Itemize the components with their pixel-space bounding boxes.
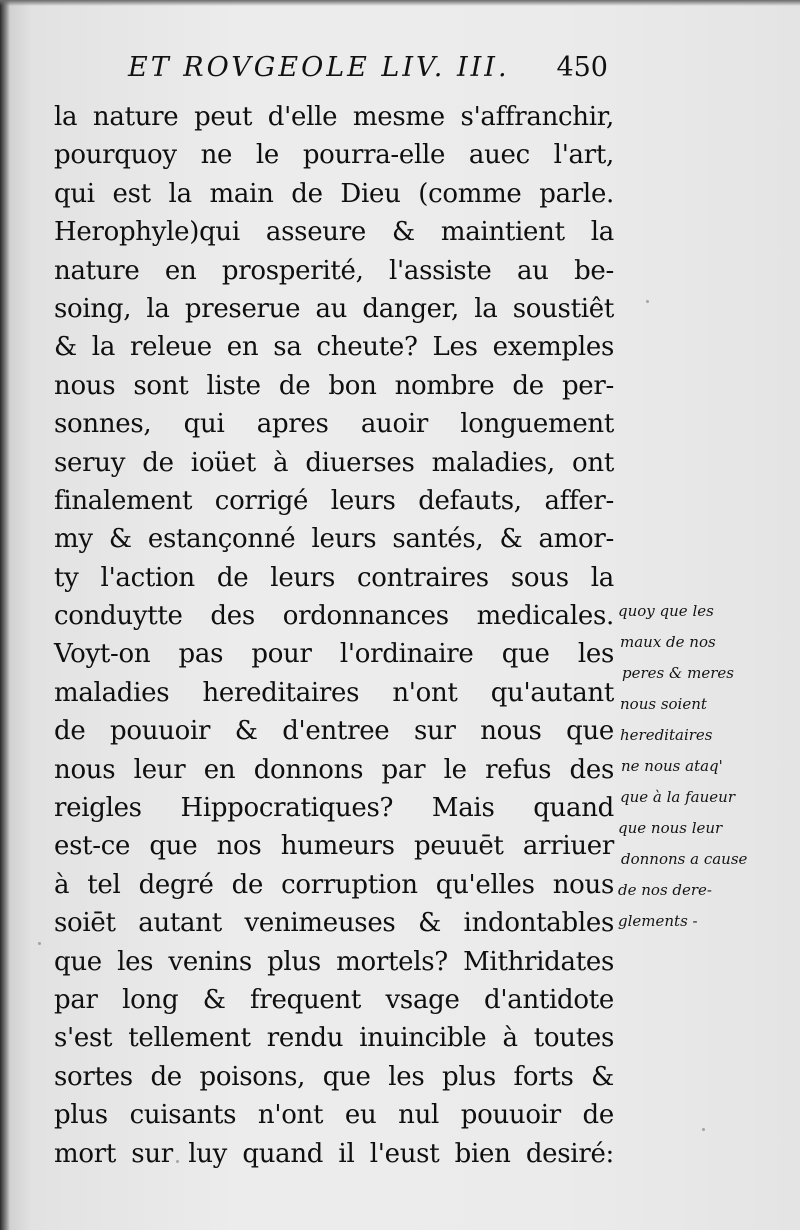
text-line: soing, la preserue au danger, la soustiêt: [54, 293, 614, 324]
margin-note-line: quoy que les: [618, 602, 714, 620]
text-line: nous sont liste de bon nombre de per-: [54, 370, 614, 401]
text-line: de pouuoir & d'entree sur nous que: [54, 716, 614, 747]
text-line: à tel degré de corruption qu'elles nous: [54, 869, 614, 900]
text-line: mort sur luy quand il l'eust bien desiré:: [54, 1138, 614, 1169]
running-head-title: ET ROVGEOLE LIV. III.: [128, 52, 510, 83]
text-line: Herophyle)qui asseure & maintient la: [54, 217, 614, 248]
body-text: [54, 98, 614, 1173]
text-line: s'est tellement rendu inuincible à toutes: [54, 1023, 614, 1054]
paper-speck: [646, 300, 649, 303]
text-line: nature en prosperité, l'assiste au be-: [54, 255, 614, 286]
page-top-shadow: [0, 0, 800, 6]
margin-note-line: hereditaires: [620, 726, 713, 744]
margin-note-line: de nos dere-: [618, 881, 712, 899]
text-line: soiēt autant venimeuses & indontables: [54, 908, 614, 939]
text-line: conduytte des ordonnances medicales.: [54, 601, 614, 632]
text-line: seruy de ioüet à diuerses maladies, ont: [54, 447, 614, 478]
text-line: ty l'action de leurs contraires sous la: [54, 562, 614, 593]
text-line: & la releue en sa cheute? Les exemples: [54, 332, 614, 363]
text-line: qui est la main de Dieu (comme parle.: [54, 178, 614, 209]
text-line: maladies hereditaires n'ont qu'autant: [54, 677, 614, 708]
text-line: la nature peut d'elle mesme s'affranchir,: [54, 102, 614, 132]
text-line: sortes de poisons, que les plus forts &: [54, 1061, 614, 1092]
margin-note-line: ne nous ataq': [621, 757, 723, 775]
margin-note-line: que à la faueur: [620, 788, 735, 806]
text-line: que les venins plus mortels? Mithridates: [54, 946, 614, 977]
handwritten-margin-note: [618, 596, 796, 937]
text-line: pourquoy ne le pourra-elle auec l'art,: [54, 140, 614, 171]
text-line: finalement corrigé leurs defauts, affer-: [54, 485, 614, 516]
page-number: 450: [556, 52, 608, 83]
text-line: par long & frequent vsage d'antidote: [54, 984, 614, 1015]
page-gutter-shadow: [0, 0, 10, 1230]
text-line: est-ce que nos humeurs peuuēt arriuer: [54, 831, 614, 862]
text-line: reigles Hippocratiques? Mais quand: [54, 793, 614, 824]
paper-speck: [38, 942, 41, 945]
margin-note-line: nous soient: [620, 695, 707, 713]
margin-note-line: glements -: [618, 912, 698, 930]
text-line: Voyt-on pas pour l'ordinaire que les: [54, 639, 614, 670]
margin-note-line: que nous leur: [618, 819, 723, 837]
text-line: my & estançonné leurs santés, & amor-: [54, 524, 614, 555]
margin-note-line: peres & meres: [622, 664, 734, 682]
margin-note-line: donnons a cause: [621, 850, 748, 868]
text-line: sonnes, qui apres auoir longuement: [54, 409, 614, 440]
paper-speck: [702, 1128, 705, 1131]
text-line: nous leur en donnons par le refus des: [54, 754, 614, 785]
margin-note-line: maux de nos: [620, 633, 716, 651]
text-line: plus cuisants n'ont eu nul pouuoir de: [54, 1100, 614, 1131]
paper-speck: [176, 1160, 179, 1163]
running-head: [128, 52, 608, 83]
